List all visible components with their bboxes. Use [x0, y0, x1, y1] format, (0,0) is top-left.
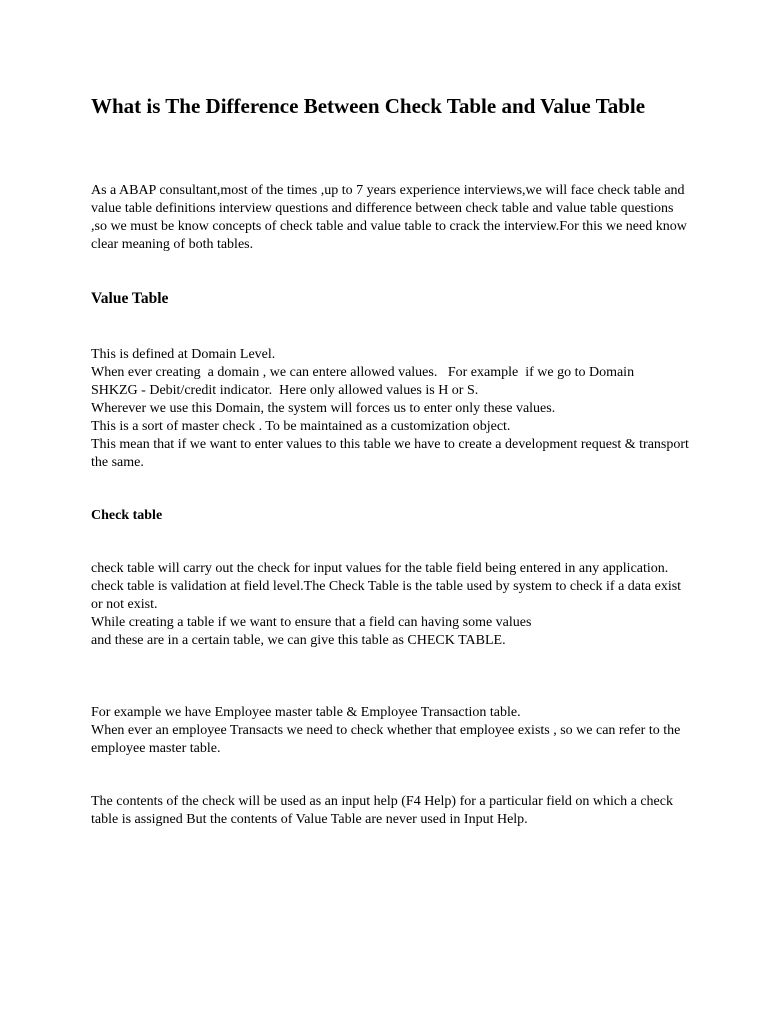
check-table-body — [91, 560, 691, 650]
check-table-line: check table is validation at field level.The Check Table is the table used by system to check if a data exist or not exist. — [91, 579, 685, 612]
example-line: When ever an employee Transacts we need to check whether that employee exists , so we can refer to the employee master table. — [91, 723, 684, 756]
value-table-body — [91, 346, 691, 472]
value-table-line: This is a sort of master check . To be maintained as a customization object. — [91, 419, 511, 434]
value-table-line: When ever creating a domain , we can entere allowed values. For example if we go to Domain SHKZG - Debit/credit indicator. Here only allowed values is H or S. — [91, 365, 645, 398]
example-line: For example we have Employee master table & Employee Transaction table. — [91, 705, 521, 720]
intro-paragraph: As a ABAP consultant,most of the times ,up to 7 years experience interviews,we will face check table and value table definitions interview questions and difference between check table and value table questions ,so we must be know concepts of check table and value table to crack the interview.For this we need know clear meaning of both tables. — [91, 183, 687, 252]
value-table-line: This is defined at Domain Level. — [91, 347, 276, 362]
value-table-line: This mean that if we want to enter values to this table we have to create a development request & transport the same. — [91, 437, 693, 470]
check-table-example — [91, 704, 691, 758]
document-title: What is The Difference Between Check Table and Value Table — [91, 94, 646, 118]
check-table-line: While creating a table if we want to ensure that a field can having some values — [91, 615, 532, 630]
check-table-line: and these are in a certain table, we can give this table as CHECK TABLE. — [91, 633, 506, 648]
check-table-line: check table will carry out the check for input values for the table field being entered in any application. — [91, 561, 669, 576]
check-table-heading: Check table — [91, 508, 163, 523]
value-table-heading: Value Table — [91, 290, 169, 307]
closing-paragraph: The contents of the check will be used as an input help (F4 Help) for a particular field on which a check table is assigned But the contents of Value Table are never used in Input Help. — [91, 794, 673, 827]
value-table-line: Wherever we use this Domain, the system will forces us to enter only these values. — [91, 401, 556, 416]
